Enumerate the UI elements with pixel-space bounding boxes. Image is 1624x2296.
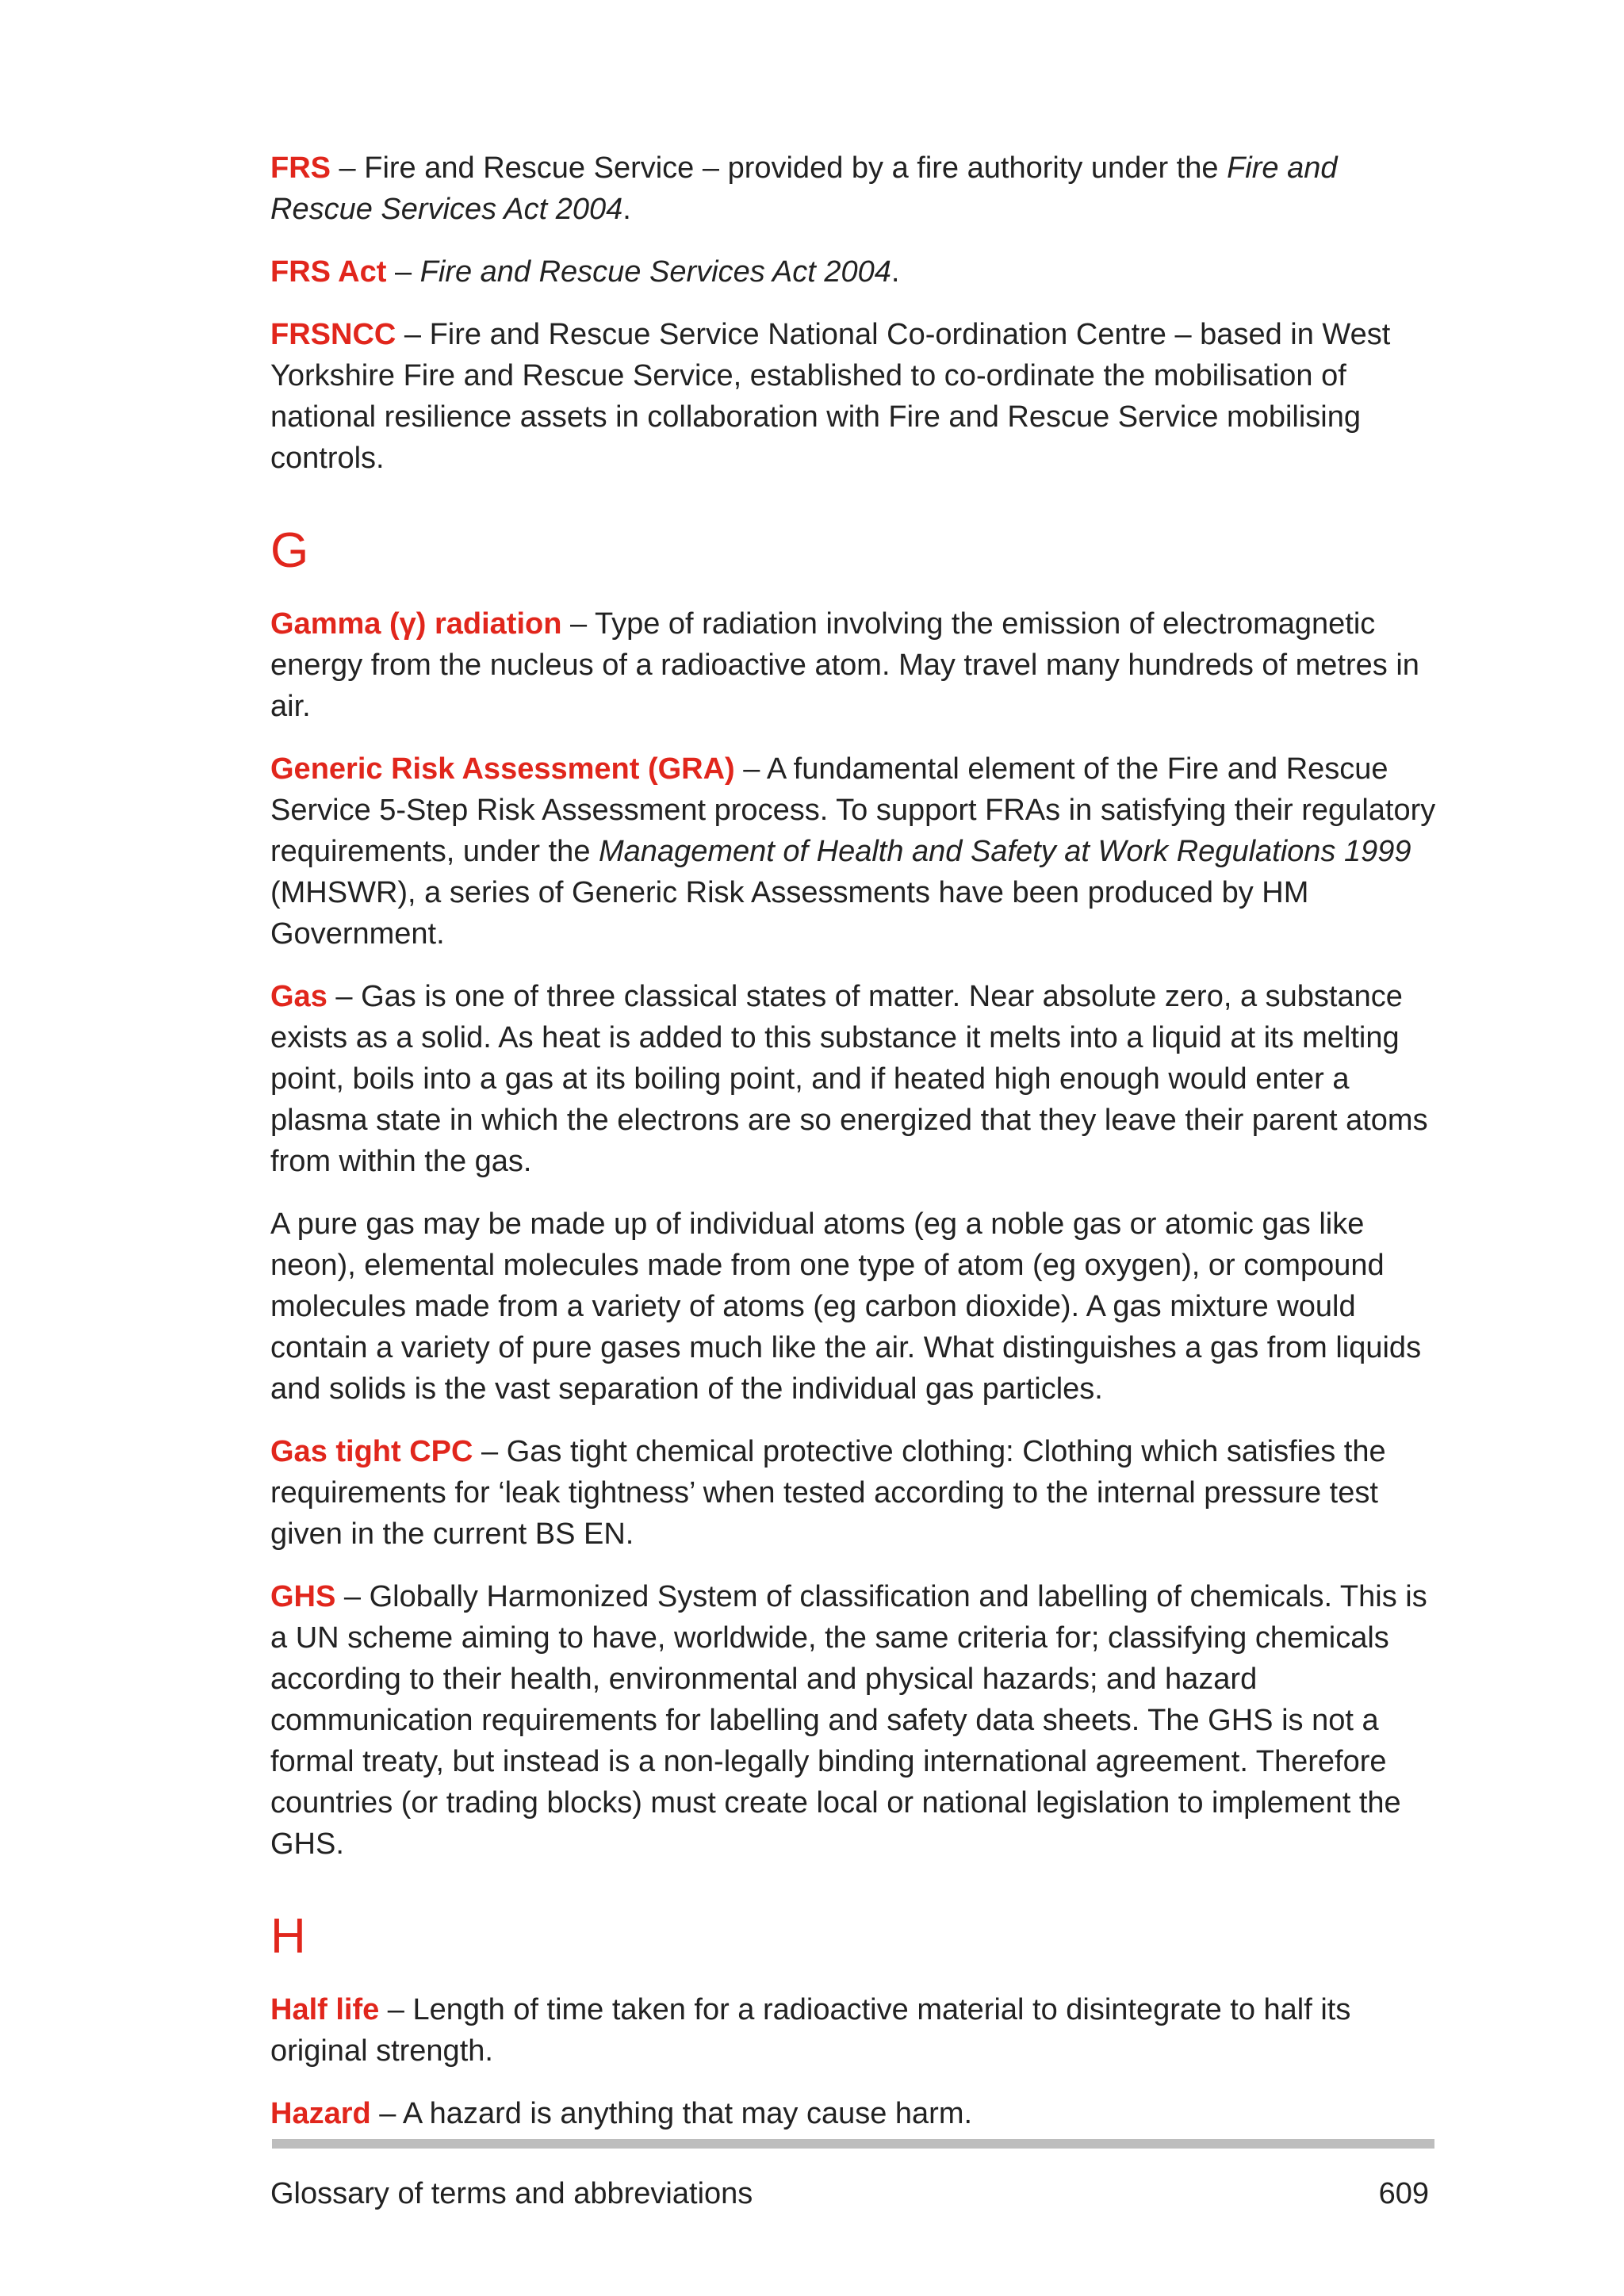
term-gamma-radiation: Gamma (γ) radiation	[270, 607, 562, 641]
glossary-entry-gas	[270, 976, 1436, 1182]
glossary-entry-frs: FRS – Fire and Rescue Service – provided by a fire authority under the Fire and Rescue Services Act 2004.	[270, 151, 1338, 226]
footer-section-title: Glossary of terms and abbreviations	[270, 2177, 753, 2210]
definition-gamma-radiation: – Type of radiation involving the emission of electromagnetic energy from the nucleus of a radioactive atom. May travel many hundreds of metres in air.	[270, 607, 1419, 723]
definition-frs: – Fire and Rescue Service – provided by a fire authority under the	[331, 151, 1228, 185]
definition-gas: – Gas is one of three classical states of matter. Near absolute zero, a substance exists as a solid. As heat is added to this substance it melts into a liquid at its melting point, boils into a gas at its boiling point, and if heated high enough would enter a plasma state in which the electrons are so energized that they leave their parent atoms from within the gas.	[270, 980, 1428, 1178]
term-gas-tight-cpc: Gas tight CPC	[270, 1435, 473, 1468]
glossary-entry-hazard	[270, 2093, 1436, 2134]
glossary-entry-gas-tight-cpc	[270, 1431, 1436, 1555]
definition-gra-regulation-title: Management of Health and Safety at Work Regulations 1999	[599, 835, 1411, 868]
definition-gas-tight-cpc: – Gas tight chemical protective clothing: Clothing which satisfies the requirements for ‘leak tightness’ when tested according to the internal pressure test given in the current BS EN.	[270, 1435, 1386, 1551]
definition-frsncc: – Fire and Rescue Service National Co-ordination Centre – based in West Yorkshire Fire and Rescue Service, established to co-ordinate the mobilisation of national resilience assets in collaboration with Fire and Rescue Service mobilising controls.	[270, 318, 1391, 475]
glossary-content	[270, 147, 1436, 2156]
glossary-entry-frs-act: FRS Act – Fire and Rescue Services Act 2004.	[270, 255, 900, 289]
definition-gra: – A fundamental element of the Fire and Rescue Service 5-Step Risk Assessment process. To support FRAs in satisfying their regulatory requirements, under the	[270, 752, 1436, 868]
term-gas: Gas	[270, 980, 327, 1013]
term-frsncc: FRSNCC	[270, 318, 396, 351]
glossary-entry-frsncc	[270, 314, 1436, 479]
definition-hazard: – A hazard is anything that may cause harm.	[370, 2097, 973, 2130]
footer-divider	[272, 2139, 1434, 2149]
definition-half-life: – Length of time taken for a radioactive material to disintegrate to half its original strength.	[270, 1993, 1351, 2068]
glossary-entry-gra: Generic Risk Assessment (GRA) – A fundamental element of the Fire and Rescue Service 5-Step Risk Assessment process. To support FRAs in satisfying their regulatory requirements, under the Management of Health and Safety at Work Regulations 1999 (MHSWR), a series of Generic Risk Assessments have been produced by HM Government.	[270, 752, 1436, 951]
glossary-entry-half-life	[270, 1989, 1436, 2072]
section-letter-h: H	[270, 1909, 306, 1964]
glossary-entry-gamma-radiation	[270, 603, 1436, 727]
term-frs: FRS	[270, 151, 331, 185]
term-hazard: Hazard	[270, 2097, 371, 2130]
definition-frs-act: Fire and Rescue Services Act 2004	[419, 255, 891, 289]
page-number: 609	[1378, 2177, 1429, 2210]
term-half-life: Half life	[270, 1993, 380, 2026]
term-frs-act: FRS Act	[270, 255, 387, 289]
definition-ghs: – Globally Harmonized System of classification and labelling of chemicals. This is a UN scheme aiming to have, worldwide, the same criteria for; classifying chemicals according to their health, environmental and physical hazards; and hazard communication requirements for labelling and safety data sheets. The GHS is not a formal treaty, but instead is a non-legally binding international agreement. Therefore countries (or trading blocks) must create local or national legislation to implement the GHS.	[270, 1580, 1427, 1861]
glossary-entry-gas-continued: A pure gas may be made up of individual atoms (eg a noble gas or atomic gas like neon), elemental molecules made from one type of atom (eg oxygen), or compound molecules made from a variety of atoms (eg carbon dioxide). A gas mixture would contain a variety of pure gases much like the air. What distinguishes a gas from liquids and solids is the vast separation of the individual gas particles.	[270, 1207, 1422, 1406]
section-letter-g: G	[270, 523, 309, 578]
term-ghs: GHS	[270, 1580, 336, 1613]
definition-frs-act-title: Fire and Rescue Services Act 2004	[270, 151, 1338, 226]
term-gra: Generic Risk Assessment (GRA)	[270, 752, 735, 786]
glossary-entry-ghs	[270, 1576, 1436, 1865]
